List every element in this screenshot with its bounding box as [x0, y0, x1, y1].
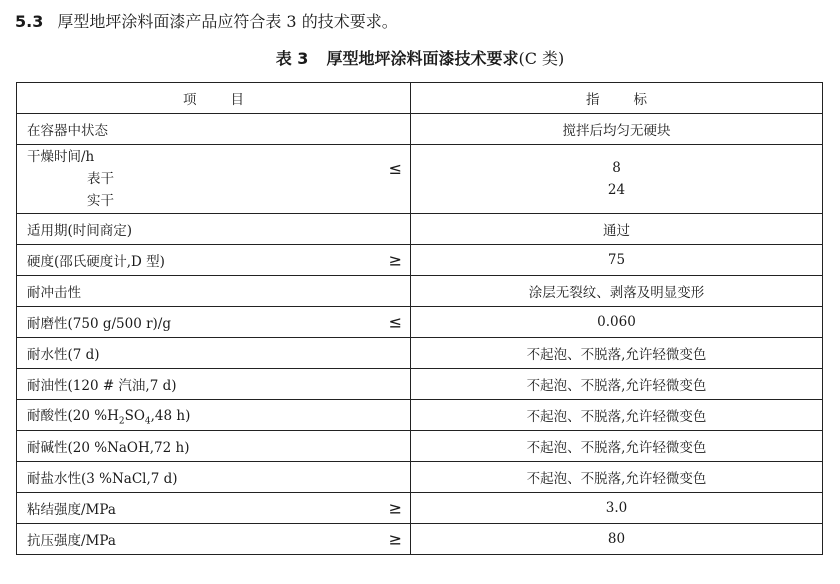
- table-title: 厚型地坪涂料面漆技术要求: [326, 49, 519, 68]
- cell-text: 4: [144, 416, 151, 427]
- value-cell: 搅拌后均匀无硬块: [411, 114, 823, 145]
- cell-text: 在容器中状态: [27, 123, 108, 139]
- table-row: [17, 369, 823, 400]
- cell-text: 耐油性(120 # 汽油,7 d): [27, 378, 177, 394]
- cell-text: 适用期(时间商定): [27, 223, 133, 239]
- comparison-symbol: ≥: [388, 529, 402, 549]
- cell-text: ,48 h): [150, 407, 191, 424]
- value-cell: 不起泡、不脱落,允许轻微变色: [411, 431, 823, 462]
- table-number: 表 3: [275, 49, 309, 68]
- subitem-surface-dry: 表干: [87, 171, 114, 187]
- comparison-symbol: ≥: [388, 498, 402, 518]
- cell-text: 2: [118, 416, 125, 427]
- value-cell: 3.0: [411, 493, 823, 524]
- table-row: [17, 276, 823, 307]
- value-cell: 0.060: [411, 307, 823, 338]
- item-cell: [17, 114, 411, 145]
- cell-text: 耐冲击性: [27, 285, 81, 301]
- table-row: [17, 114, 823, 145]
- cell-text: 粘结强度/MPa: [27, 502, 116, 518]
- table-caption: [0, 46, 840, 72]
- cell-text: 24: [607, 182, 626, 198]
- value-cell: 80: [411, 524, 823, 555]
- value-cell: 75: [411, 245, 823, 276]
- comparison-symbol: ≤: [388, 159, 402, 178]
- item-cell: [17, 214, 411, 245]
- clause-text: 厚型地坪涂料面漆产品应符合表 3 的技术要求。: [57, 12, 398, 31]
- table-row: [17, 145, 823, 214]
- header-value: [411, 83, 823, 114]
- cell-text: 耐磨性(750 g/500 r)/g: [27, 316, 171, 332]
- item-cell: [17, 493, 411, 524]
- item-cell: [17, 400, 411, 431]
- item-cell: [17, 145, 411, 214]
- item-cell: [17, 307, 411, 338]
- value-cell: 通过: [411, 214, 823, 245]
- value-cell: [411, 145, 823, 214]
- value-cell: 不起泡、不脱落,允许轻微变色: [411, 462, 823, 493]
- cell-text: 耐酸性(20 %H: [27, 407, 119, 424]
- table-class: (C 类): [518, 49, 565, 68]
- cell-text: 项目: [183, 92, 278, 108]
- cell-text: 8: [612, 160, 621, 176]
- value-cell: 不起泡、不脱落,允许轻微变色: [411, 400, 823, 431]
- table-row: [17, 400, 823, 431]
- table-header-row: [17, 83, 823, 114]
- cell-text: 指标: [586, 92, 681, 108]
- cell-text: SO: [124, 407, 145, 424]
- cell-text: 干燥时间/h: [27, 149, 95, 165]
- item-cell: [17, 462, 411, 493]
- cell-text: 硬度(邵氏硬度计,D 型): [27, 254, 165, 270]
- header-item: [17, 83, 411, 114]
- cell-text: 抗压强度/MPa: [27, 533, 116, 549]
- item-cell: [17, 276, 411, 307]
- item-cell: [17, 431, 411, 462]
- table-row: [17, 493, 823, 524]
- comparison-symbol: ≥: [388, 250, 402, 270]
- table-row: [17, 338, 823, 369]
- table-row: [17, 524, 823, 555]
- clause-number: 5.3: [15, 12, 44, 31]
- cell-text: 耐盐水性(3 %NaCl,7 d): [27, 471, 178, 487]
- value-cell: 不起泡、不脱落,允许轻微变色: [411, 369, 823, 400]
- item-cell: [17, 524, 411, 555]
- cell-text: 耐水性(7 d): [27, 347, 100, 363]
- table-row: [17, 307, 823, 338]
- item-cell: [17, 369, 411, 400]
- table-row: [17, 462, 823, 493]
- value-cell: 不起泡、不脱落,允许轻微变色: [411, 338, 823, 369]
- comparison-symbol: ≤: [388, 312, 402, 332]
- table-row: [17, 245, 823, 276]
- spec-table: [16, 82, 823, 555]
- clause-heading: [15, 8, 398, 36]
- table-row: [17, 431, 823, 462]
- item-cell: [17, 338, 411, 369]
- value-cell: 涂层无裂纹、剥落及明显变形: [411, 276, 823, 307]
- subitem-hard-dry: 实干: [87, 193, 114, 209]
- item-cell: [17, 245, 411, 276]
- cell-text: 耐碱性(20 %NaOH,72 h): [27, 440, 190, 456]
- table-row: [17, 214, 823, 245]
